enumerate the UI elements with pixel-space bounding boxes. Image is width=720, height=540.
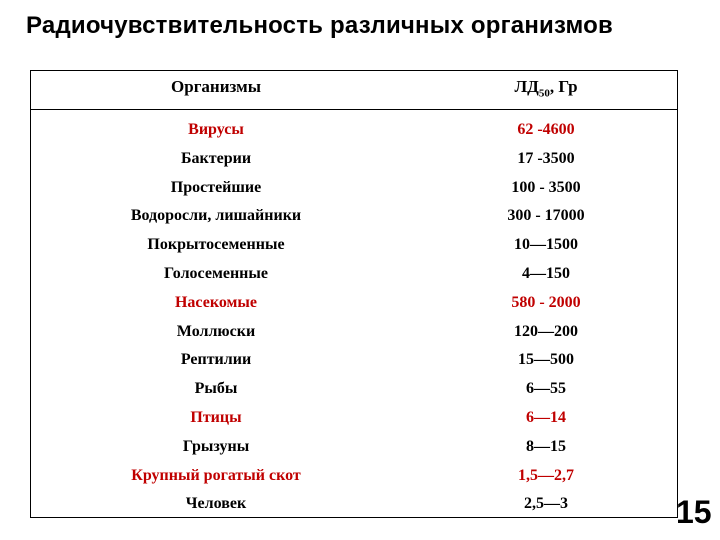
header-ld-main: ЛД [514,77,539,96]
ld50-value-cell: 100 - 3500 [511,178,581,196]
ld50-value-cell: 300 - 17000 [507,207,585,225]
organism-cell: Насекомые [174,293,258,311]
organism-cell: Грызуны [182,437,250,455]
organism-cell: Покрытосеменные [147,236,285,254]
organism-cell: Вирусы [188,121,244,138]
organisms-column [51,116,381,519]
ld50-value-cell: 10—1500 [514,236,578,254]
ld50-column [421,116,671,519]
header-organisms: Организмы [171,77,261,96]
organism-cell: Бактерии [180,149,252,167]
ld50-value-cell: 580 - 2000 [511,293,581,311]
organism-cell: Человек [185,495,247,513]
header-divider [31,109,677,110]
ld50-value-cell: 6—55 [526,380,566,398]
organism-cell: Рептилии [180,351,252,369]
ld50-value-cell: 15—500 [518,351,574,369]
slide-title: Радиочувствительность различных организмов [26,12,613,39]
ld50-value-cell: 17 -3500 [517,149,575,167]
organism-cell: Моллюски [176,322,256,340]
organism-cell: Птицы [190,408,242,426]
organism-cell: Простейшие [170,178,262,196]
ld50-value-cell: 120—200 [514,322,578,340]
ld50-value-cell: 2,5—3 [524,495,568,513]
organism-cell: Водоросли, лишайники [130,207,302,225]
organism-cell: Голосеменные [164,264,268,282]
ld50-value-cell: 8—15 [526,437,566,455]
header-ld-sub: 50 [538,87,550,100]
page-number: 15 [676,494,712,530]
organism-cell: Рыбы [194,380,238,398]
radiosensitivity-table [30,70,678,518]
ld50-value-cell: 62 -4600 [517,121,575,138]
header-ld50 [421,77,671,99]
header-ld-unit: , Гр [549,77,578,96]
organism-cell: Крупный рогатый скот [131,466,301,484]
ld50-value-cell: 4—150 [522,264,570,282]
ld50-value-cell: 1,5—2,7 [518,466,574,484]
ld50-value-cell: 6—14 [526,408,566,426]
